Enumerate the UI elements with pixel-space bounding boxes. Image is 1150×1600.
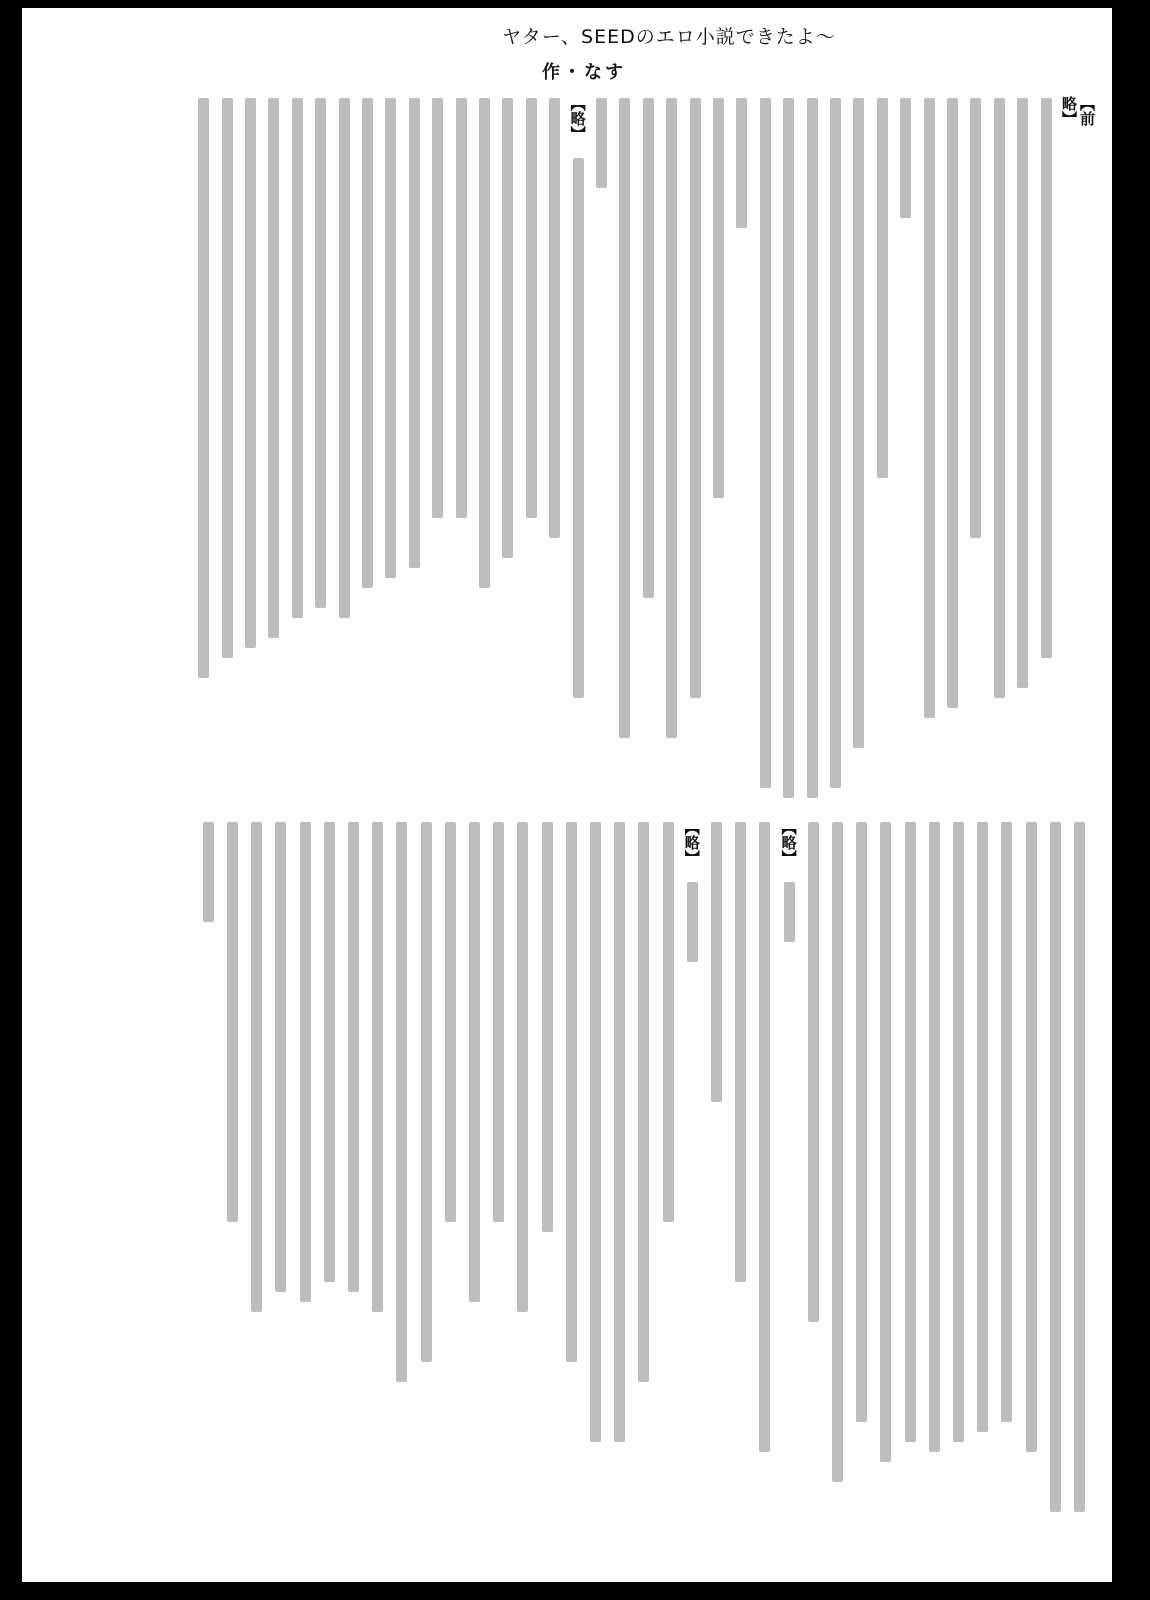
redacted-line xyxy=(880,822,891,1462)
redacted-line xyxy=(970,98,981,538)
redacted-line xyxy=(784,882,795,942)
section-marker: 【略】 xyxy=(779,820,798,865)
lower-text-block xyxy=(172,820,1092,1540)
redacted-line xyxy=(268,98,279,638)
redacted-line xyxy=(549,98,560,538)
redacted-line xyxy=(977,822,988,1432)
redacted-line xyxy=(643,98,654,598)
redacted-line xyxy=(929,822,940,1452)
redacted-line xyxy=(372,822,383,1312)
redacted-line xyxy=(251,822,262,1312)
redacted-line xyxy=(856,822,867,1422)
redacted-line xyxy=(735,822,746,1282)
redacted-line xyxy=(493,822,504,1222)
redacted-line xyxy=(590,822,601,1442)
redacted-line xyxy=(953,822,964,1442)
redacted-line xyxy=(614,822,625,1442)
redacted-line xyxy=(227,822,238,1222)
redacted-line xyxy=(853,98,864,748)
redacted-line xyxy=(830,98,841,788)
redacted-line xyxy=(445,822,456,1222)
redacted-line xyxy=(638,822,649,1382)
redacted-line xyxy=(526,98,537,518)
redacted-line xyxy=(759,822,770,1452)
redacted-line xyxy=(456,98,467,518)
redacted-line xyxy=(905,822,916,1442)
redacted-line xyxy=(994,98,1005,698)
redacted-line xyxy=(760,98,771,788)
document-page xyxy=(22,8,1112,1582)
redacted-line xyxy=(292,98,303,618)
redacted-line xyxy=(924,98,935,718)
redacted-line xyxy=(502,98,513,558)
redacted-line xyxy=(711,822,722,1102)
page-title: ヤター、SEEDのエロ小説できたよ～ xyxy=(502,26,836,48)
redacted-line xyxy=(517,822,528,1312)
redacted-line xyxy=(807,98,818,798)
redacted-line xyxy=(566,822,577,1362)
redacted-line xyxy=(736,98,747,228)
redacted-line xyxy=(432,98,443,518)
redacted-line xyxy=(1041,98,1052,658)
redacted-line xyxy=(687,882,698,962)
redacted-line xyxy=(324,822,335,1282)
redacted-line xyxy=(832,822,843,1482)
redacted-line xyxy=(222,98,233,658)
upper-text-block xyxy=(192,96,1096,816)
section-marker: 【略】 xyxy=(568,96,587,141)
section-marker: 【前略】 xyxy=(1060,96,1096,126)
redacted-line xyxy=(479,98,490,588)
redacted-line xyxy=(245,98,256,648)
redacted-line xyxy=(573,158,584,698)
redacted-line xyxy=(362,98,373,588)
redacted-line xyxy=(619,98,630,738)
redacted-line xyxy=(409,98,420,568)
redacted-line xyxy=(275,822,286,1292)
redacted-line xyxy=(1074,822,1085,1512)
redacted-line xyxy=(690,98,701,698)
redacted-line xyxy=(947,98,958,708)
redacted-line xyxy=(1050,822,1061,1512)
redacted-line xyxy=(385,98,396,578)
redacted-line xyxy=(1001,822,1012,1422)
redacted-line xyxy=(1026,822,1037,1452)
redacted-line xyxy=(203,822,214,922)
redacted-line xyxy=(542,822,553,1232)
author-credit: 作・なす xyxy=(542,62,626,83)
redacted-line xyxy=(1017,98,1028,688)
redacted-line xyxy=(469,822,480,1302)
redacted-line xyxy=(421,822,432,1362)
redacted-line xyxy=(877,98,888,478)
redacted-line xyxy=(198,98,209,678)
redacted-line xyxy=(663,822,674,1222)
redacted-line xyxy=(713,98,724,498)
redacted-line xyxy=(315,98,326,608)
redacted-line xyxy=(300,822,311,1302)
redacted-line xyxy=(339,98,350,618)
redacted-line xyxy=(396,822,407,1382)
redacted-line xyxy=(783,98,794,798)
redacted-line xyxy=(900,98,911,218)
redacted-line xyxy=(808,822,819,1322)
redacted-line xyxy=(666,98,677,738)
redacted-line xyxy=(596,98,607,188)
redacted-line xyxy=(348,822,359,1292)
section-marker: 【略】 xyxy=(682,820,701,865)
